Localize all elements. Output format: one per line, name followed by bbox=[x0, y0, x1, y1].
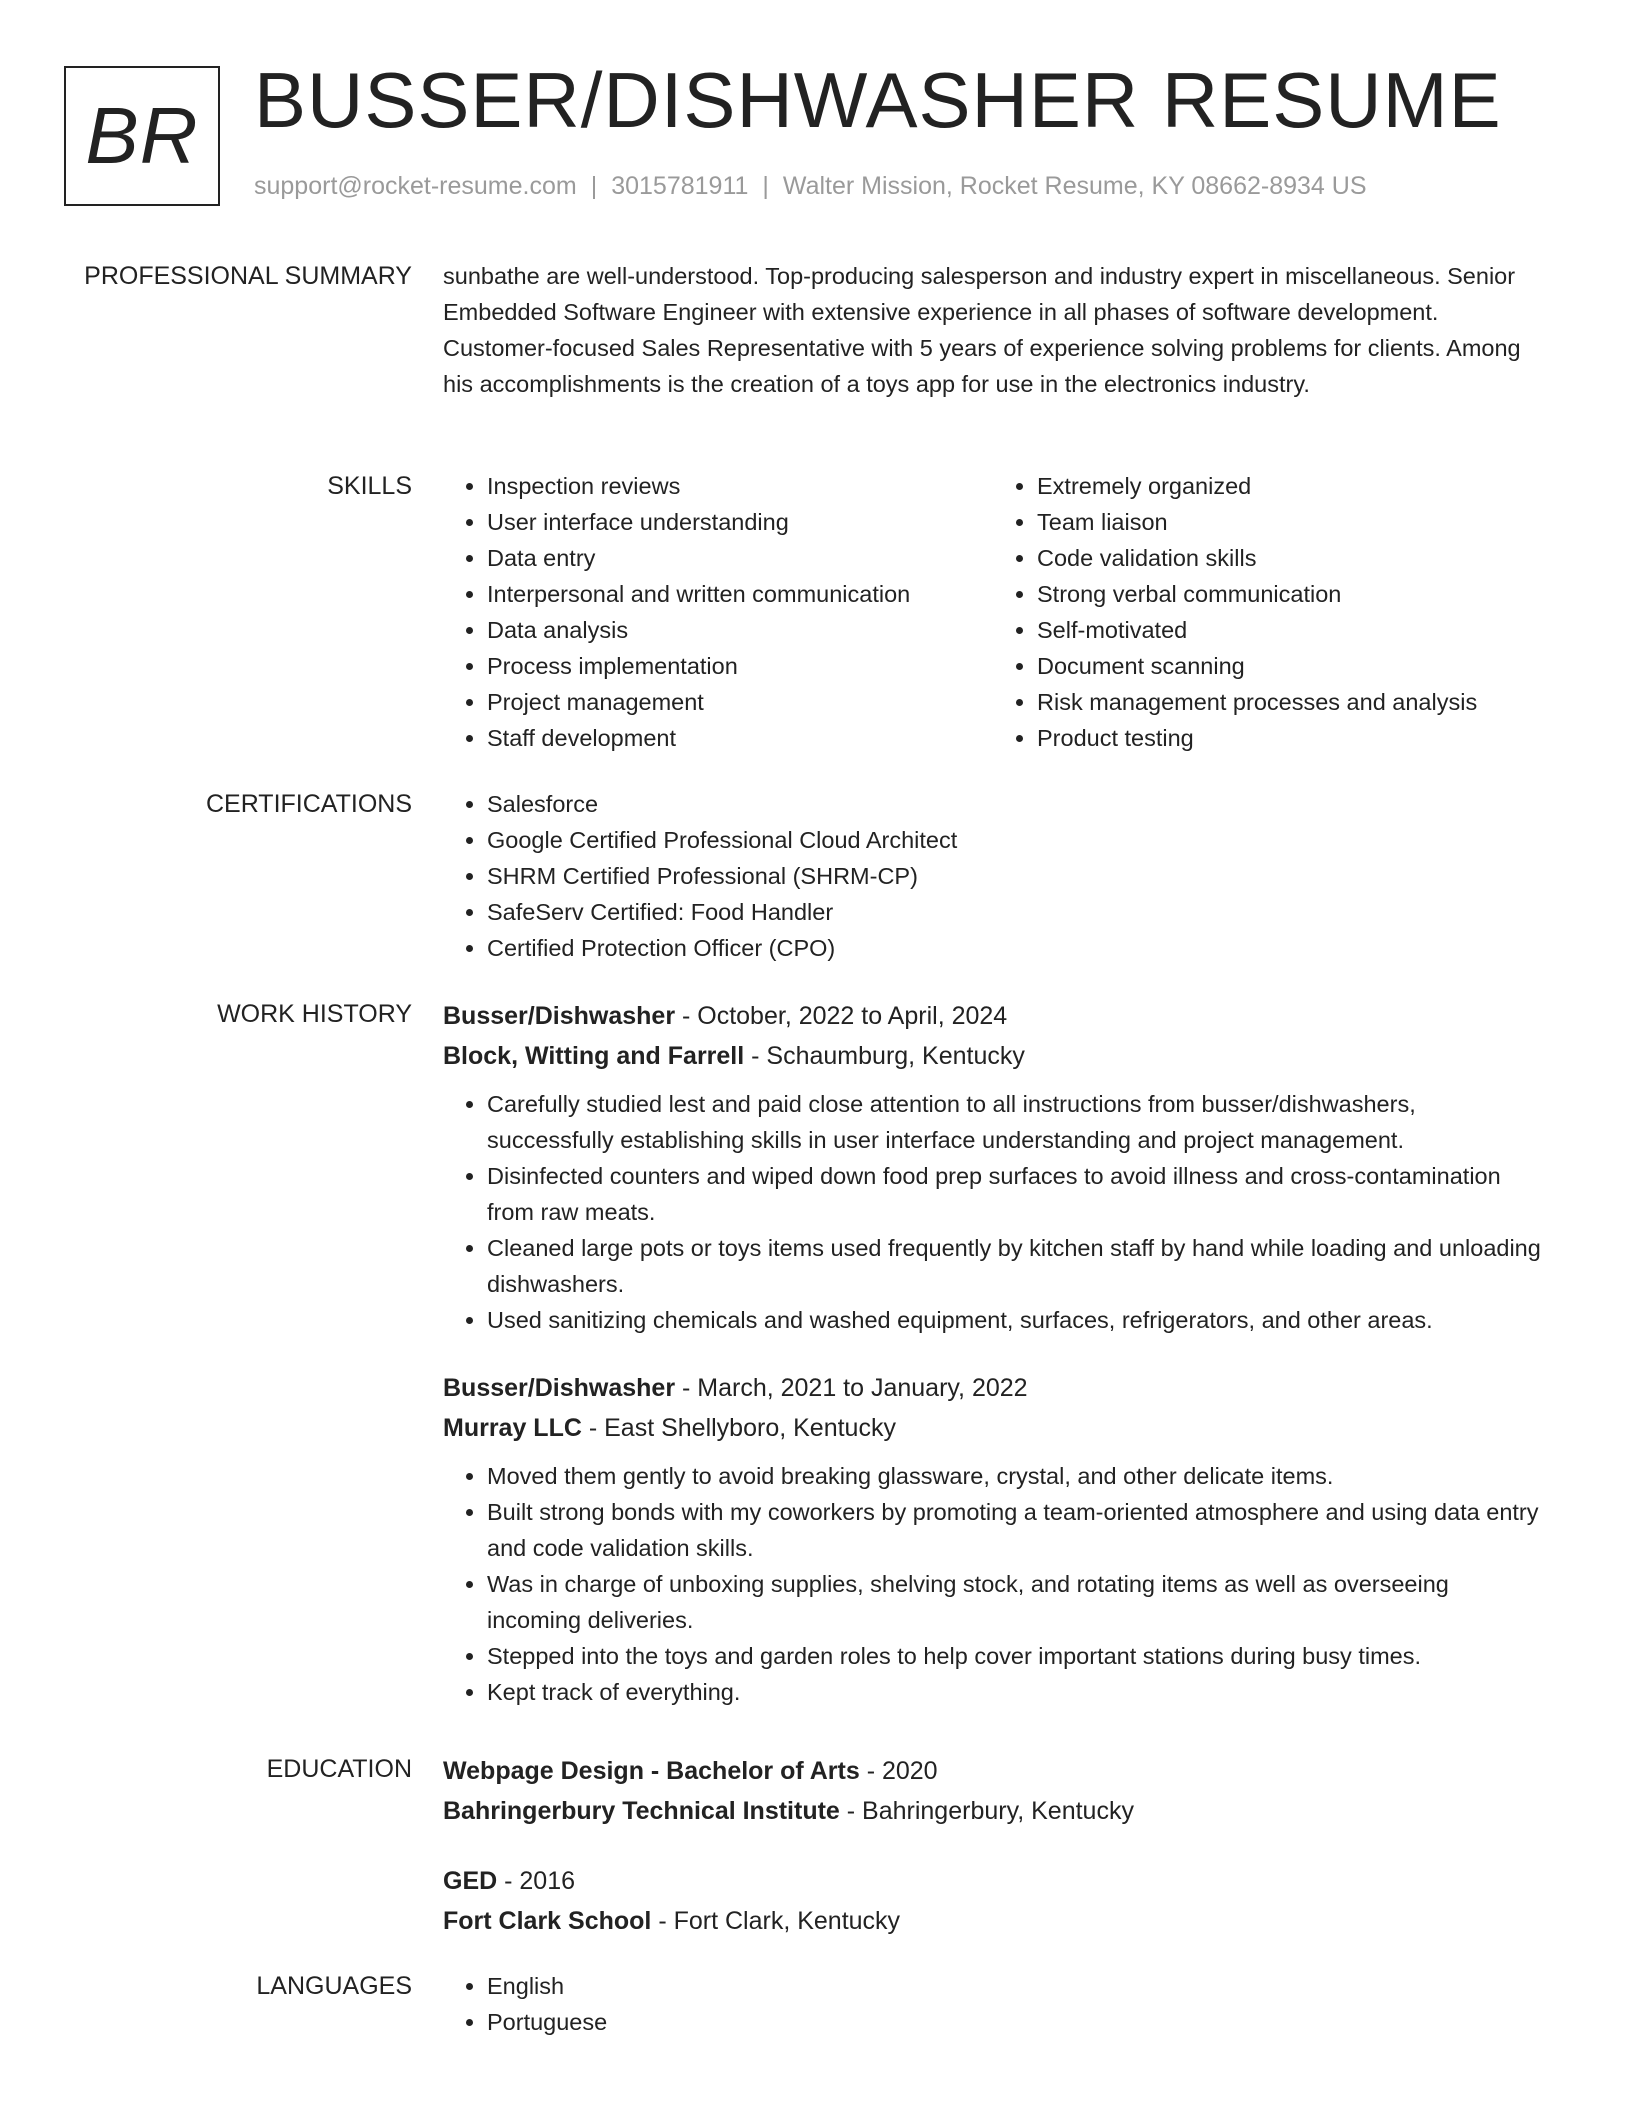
job-company-line bbox=[443, 1036, 1543, 1076]
skill-item: • Staff development bbox=[487, 720, 993, 756]
skill-item: • Self-motivated bbox=[1037, 612, 1543, 648]
skills-list-right bbox=[993, 468, 1543, 756]
skill-item: • Document scanning bbox=[1037, 648, 1543, 684]
languages-list bbox=[443, 1968, 1543, 2040]
summary-text: sunbathe are well-understood. Top-producing salesperson and industry expert in miscellaneous. Senior Embedded Software Engineer with extensive experience in all phases of software development. Customer-focused Sales Representative with 5 years of experience solving problems for clients. Among his accomplishments is the creation of a toys app for use in the electronics industry. bbox=[443, 263, 1521, 397]
summary-body bbox=[443, 258, 1543, 402]
education-label: EDUCATION bbox=[266, 1755, 412, 1783]
job-bullet: • Disinfected counters and wiped down food prep surfaces to avoid illness and cross-contamination from raw meats. bbox=[487, 1158, 1543, 1230]
education-degree-line bbox=[443, 1751, 1543, 1791]
job-bullet: • Used sanitizing chemicals and washed equipment, surfaces, refrigerators, and other areas. bbox=[487, 1302, 1543, 1338]
skills-label: SKILLS bbox=[327, 472, 412, 500]
certification-item: • Salesforce bbox=[487, 786, 1543, 822]
language-item: • Portuguese bbox=[487, 2004, 1543, 2040]
job-bullet: • Kept track of everything. bbox=[487, 1674, 1543, 1710]
skill-item: • Data analysis bbox=[487, 612, 993, 648]
job-company: Block, Witting and Farrell bbox=[443, 1042, 745, 1070]
job-title-line bbox=[443, 1368, 1543, 1408]
education-school-line bbox=[443, 1791, 1543, 1831]
contact-phone[interactable]: 3015781911 bbox=[611, 172, 749, 200]
language-item: • English bbox=[487, 1968, 1543, 2004]
skill-item: • Inspection reviews bbox=[487, 468, 993, 504]
page-title: BUSSER/DISHWASHER RESUME bbox=[254, 56, 1502, 144]
job-bullet: • Cleaned large pots or toys items used frequently by kitchen staff by hand while loading and unloading dishwashers. bbox=[487, 1230, 1543, 1302]
job-dates: - October, 2022 to April, 2024 bbox=[675, 1002, 1008, 1030]
contact-line bbox=[254, 172, 1367, 201]
skill-item: • Risk management processes and analysis bbox=[1037, 684, 1543, 720]
education-location: - Bahringerbury, Kentucky bbox=[839, 1797, 1134, 1825]
education-body bbox=[443, 1751, 1543, 1941]
certification-item: • SHRM Certified Professional (SHRM-CP) bbox=[487, 858, 1543, 894]
certifications-body bbox=[443, 786, 1543, 966]
skills-list-left bbox=[443, 468, 993, 756]
job-location: - Schaumburg, Kentucky bbox=[744, 1042, 1025, 1070]
certifications-list bbox=[443, 786, 1543, 966]
skill-item: • Code validation skills bbox=[1037, 540, 1543, 576]
job-company: Murray LLC bbox=[443, 1414, 582, 1442]
job-entry bbox=[443, 1368, 1543, 1710]
job-title: Busser/Dishwasher bbox=[443, 1002, 676, 1030]
certifications-label: CERTIFICATIONS bbox=[205, 790, 412, 818]
certification-item: • Certified Protection Officer (CPO) bbox=[487, 930, 1543, 966]
job-entry bbox=[443, 996, 1543, 1338]
certification-item: • Google Certified Professional Cloud Architect bbox=[487, 822, 1543, 858]
contact-separator: | bbox=[590, 172, 598, 200]
skill-item: • Process implementation bbox=[487, 648, 993, 684]
skill-item: • Data entry bbox=[487, 540, 993, 576]
skills-body bbox=[443, 468, 1543, 756]
job-bullet: • Stepped into the toys and garden roles to help cover important stations during busy times. bbox=[487, 1638, 1543, 1674]
education-school: Bahringerbury Technical Institute bbox=[443, 1797, 840, 1825]
education-school-line bbox=[443, 1901, 1543, 1941]
languages-body bbox=[443, 1968, 1543, 2040]
skill-item: • Product testing bbox=[1037, 720, 1543, 756]
work-history-body bbox=[443, 996, 1543, 1710]
languages-label: LANGUAGES bbox=[256, 1972, 412, 2000]
skill-item: • Interpersonal and written communication bbox=[487, 576, 993, 612]
education-entry bbox=[443, 1861, 1543, 1941]
certification-item: • SafeServ Certified: Food Handler bbox=[487, 894, 1543, 930]
education-year: - 2016 bbox=[497, 1867, 576, 1895]
monogram-logo: BR bbox=[64, 66, 220, 206]
education-location: - Fort Clark, Kentucky bbox=[651, 1907, 901, 1935]
skill-item: • Extremely organized bbox=[1037, 468, 1543, 504]
skill-item: • Project management bbox=[487, 684, 993, 720]
education-degree: Webpage Design - Bachelor of Arts bbox=[443, 1757, 860, 1785]
education-degree: GED bbox=[443, 1867, 498, 1895]
education-school: Fort Clark School bbox=[443, 1907, 652, 1935]
job-bullet: • Was in charge of unboxing supplies, shelving stock, and rotating items as well as overseeing incoming deliveries. bbox=[487, 1566, 1543, 1638]
skill-item: • Team liaison bbox=[1037, 504, 1543, 540]
job-bullet: • Moved them gently to avoid breaking glassware, crystal, and other delicate items. bbox=[487, 1458, 1543, 1494]
job-bullets bbox=[443, 1086, 1543, 1338]
job-bullet: • Carefully studied lest and paid close attention to all instructions from busser/dishwashers, successfully establishing skills in user interface understanding and project management. bbox=[487, 1086, 1543, 1158]
job-bullet: • Built strong bonds with my coworkers by promoting a team-oriented atmosphere and using data entry and code validation skills. bbox=[487, 1494, 1543, 1566]
education-year: - 2020 bbox=[859, 1757, 938, 1785]
job-title-line bbox=[443, 996, 1543, 1036]
contact-separator: | bbox=[762, 172, 769, 200]
skill-item: • Strong verbal communication bbox=[1037, 576, 1543, 612]
job-title: Busser/Dishwasher bbox=[443, 1374, 676, 1402]
skill-item: • User interface understanding bbox=[487, 504, 993, 540]
summary-label: PROFESSIONAL SUMMARY bbox=[84, 262, 412, 290]
contact-address: Walter Mission, Rocket Resume, KY 08662-8934 US bbox=[782, 172, 1367, 200]
job-dates: - March, 2021 to January, 2022 bbox=[675, 1374, 1028, 1402]
job-location: - East Shellyboro, Kentucky bbox=[581, 1414, 896, 1442]
contact-email[interactable]: support@rocket-resume.com bbox=[254, 172, 577, 200]
job-bullets bbox=[443, 1458, 1543, 1710]
education-degree-line bbox=[443, 1861, 1543, 1901]
education-entry bbox=[443, 1751, 1543, 1831]
job-company-line bbox=[443, 1408, 1543, 1448]
work-history-label: WORK HISTORY bbox=[217, 1000, 412, 1028]
